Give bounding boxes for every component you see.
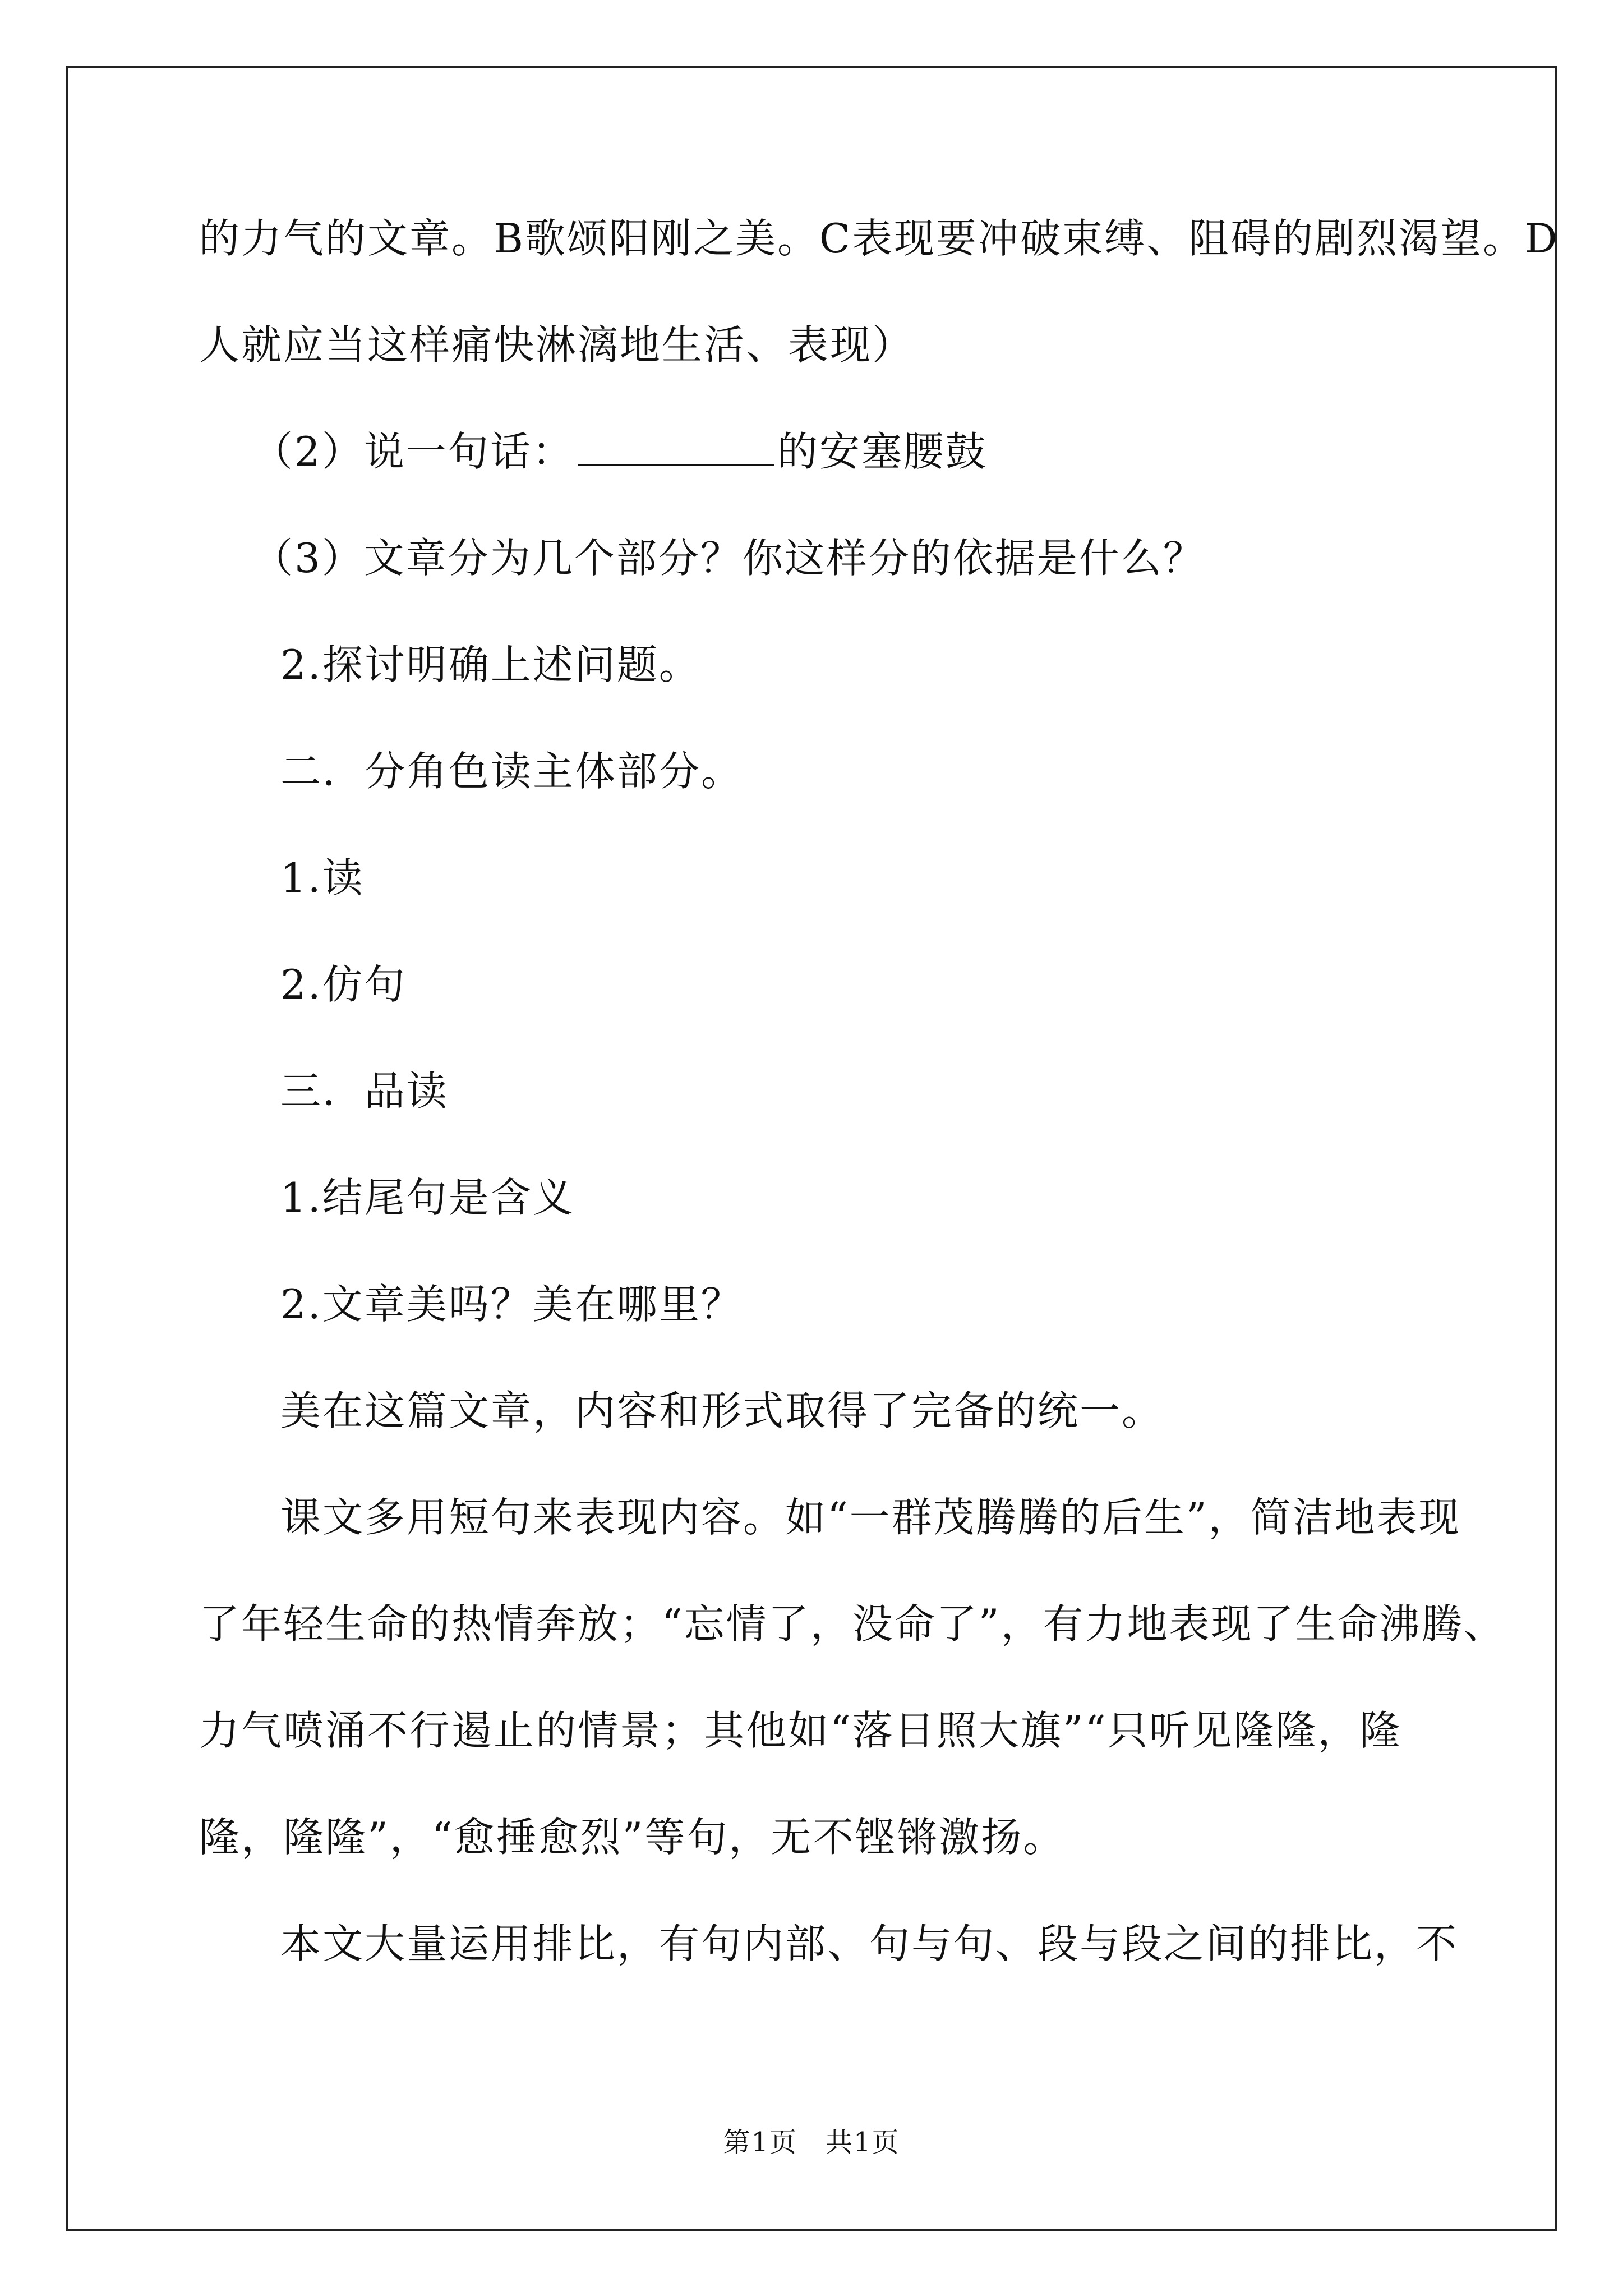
text-line: 2.仿句	[280, 961, 407, 1008]
text-line-fill-blank	[252, 426, 988, 477]
text-line: 了年轻生命的热情奔放；“忘情了，没命了”，有力地表现了生命沸腾、	[199, 1600, 1506, 1648]
text-line: 隆，隆隆”，“愈捶愈烈”等句，无不铿锵激扬。	[199, 1814, 1066, 1861]
text-line: 2.探讨明确上述问题。	[280, 641, 701, 688]
page-footer: 第1页 共1页	[723, 2127, 900, 2158]
text-line: 课文多用短句来表现内容。如“一群茂腾腾的后生”，简洁地表现	[280, 1494, 1461, 1541]
text-line: 1.结尾句是含义	[280, 1174, 575, 1221]
text-line: 1.读	[280, 854, 365, 901]
page-border	[66, 66, 1557, 2231]
section-heading: 三．品读	[280, 1068, 449, 1115]
section-heading: 二．分角色读主体部分。	[280, 748, 744, 795]
question-prefix: （2）说一句话：	[252, 428, 574, 475]
text-line: 的力气的文章。B歌颂阳刚之美。C表现要冲破束缚、阻碍的剧烈渴望。D	[199, 215, 1559, 262]
text-line: 美在这篇文章，内容和形式取得了完备的统一。	[280, 1387, 1164, 1434]
text-line: （3）文章分为几个部分？你这样分的依据是什么？	[252, 535, 1205, 582]
text-line: 人就应当这样痛快淋漓地生活、表现）	[199, 321, 915, 369]
text-line: 本文大量运用排比，有句内部、句与句、段与段之间的排比，不	[280, 1920, 1459, 1967]
text-line: 2.文章美吗？美在哪里？	[280, 1281, 743, 1328]
text-line: 力气喷涌不行遏止的情景；其他如“落日照大旗”“只听见隆隆，隆	[199, 1707, 1402, 1754]
question-suffix: 的安塞腰鼓	[777, 428, 988, 475]
answer-blank	[578, 427, 774, 466]
